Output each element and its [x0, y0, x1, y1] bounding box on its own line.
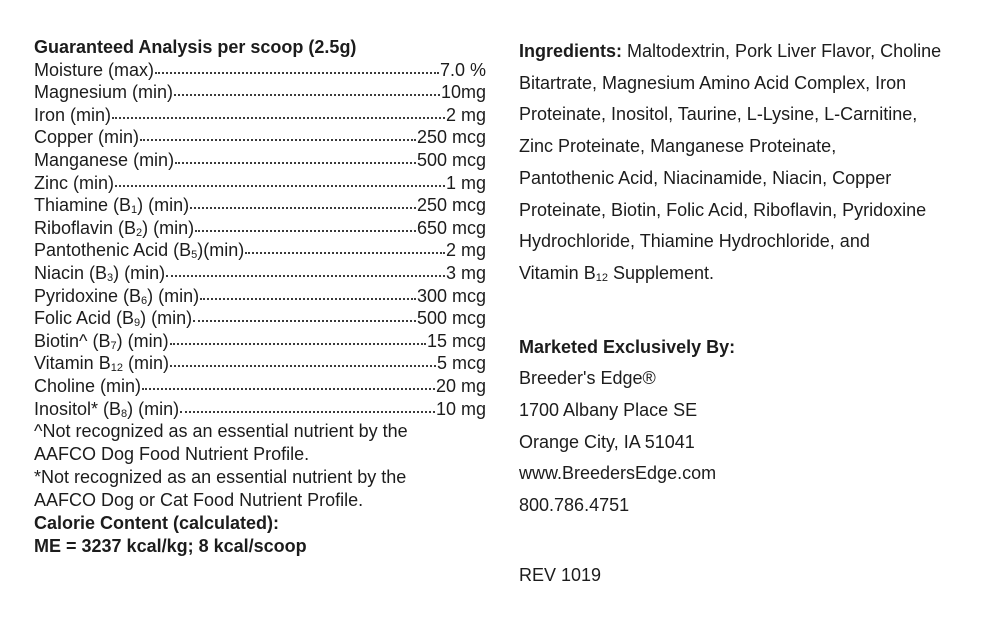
marketer-heading: Marketed Exclusively By:: [519, 336, 736, 357]
nutrient-value: 500 mcg: [416, 308, 486, 329]
dot-leader: [140, 125, 416, 141]
nutrient-name: Pyridoxine $(B_6)$ (min): [34, 285, 200, 307]
nutrient-value: 7.0 %: [439, 59, 486, 80]
dot-leader: [190, 193, 416, 209]
nutrient-value: 10 mg: [435, 398, 486, 419]
ingredients-line: Pantothenic Acid, Niacinamide, Niacin, Copper: [519, 167, 892, 188]
nutrient-name: Iron (min): [34, 104, 112, 125]
dot-leader: [166, 261, 445, 277]
nutrient-value: 10mg: [440, 82, 486, 103]
nutrient-name: Choline (min): [34, 375, 142, 396]
nutrient-name: Moisture (max): [34, 59, 155, 80]
calorie-value: ME = 3237 kcal/kg; 8 kcal/scoop: [34, 536, 307, 557]
marketer-address-line2: Orange City, IA 51041: [519, 431, 695, 452]
ingredients-line: Vitamin $B_{12}$ Supplement.: [519, 262, 715, 284]
nutrient-value: 2 mg: [445, 104, 486, 125]
ingredients-line: Proteinate, Biotin, Folic Acid, Riboflavin, Pyridoxine: [519, 199, 927, 220]
footnote-asterisk: [34, 466, 486, 512]
marketer-phone: 800.786.4751: [519, 495, 630, 516]
analysis-row: [34, 398, 486, 421]
nutrient-value: 15 mcg: [426, 330, 486, 351]
dot-leader: [174, 80, 440, 96]
analysis-row: [34, 375, 486, 398]
nutrient-name: Inositol* $(B_8)$ (min): [34, 398, 180, 420]
analysis-row: [34, 194, 486, 217]
nutrient-name: Copper (min): [34, 127, 140, 148]
analysis-row: [34, 81, 486, 104]
marketer-address-line1: 1700 Albany Place SE: [519, 400, 698, 421]
analysis-row: [34, 285, 486, 308]
dot-leader: [170, 329, 426, 345]
ingredients-label: Ingredients:: [519, 41, 623, 61]
nutrient-name: Riboflavin $(B_2)$ (min): [34, 217, 195, 239]
dot-leader: [175, 148, 416, 164]
footnote-asterisk-line2: AAFCO Dog or Cat Food Nutrient Profile.: [34, 490, 364, 511]
marketer-name: Breeder's Edge®: [519, 368, 656, 389]
footnote-caret-line2: AAFCO Dog Food Nutrient Profile.: [34, 444, 310, 465]
nutrient-name: Zinc (min): [34, 172, 114, 193]
nutrient-value: 500 mcg: [416, 149, 486, 170]
ingredients-line: Maltodextrin, Pork Liver Flavor, Choline: [622, 41, 942, 61]
dot-leader: [180, 397, 435, 413]
nutrient-name: Vitamin $B_{12}$ (min): [34, 353, 169, 375]
nutrient-name: Folic Acid $(B_9)$ (min): [34, 308, 193, 330]
nutrient-name: Pantothenic Acid $(B_5)(\min)$: [34, 240, 245, 262]
footnote-caret-line1: ^Not recognized as an essential nutrient by the: [34, 421, 408, 442]
analysis-row: [34, 59, 486, 82]
analysis-row: [34, 352, 486, 375]
marketer-block: [519, 332, 979, 522]
analysis-row: [34, 172, 486, 195]
ingredients-line: Bitartrate, Magnesium Amino Acid Complex, Iron: [519, 72, 907, 93]
nutrient-value: 250 mcg: [416, 127, 486, 148]
analysis-row: [34, 239, 486, 262]
nutrient-name: Magnesium (min): [34, 82, 174, 103]
dot-leader: [112, 103, 445, 119]
dot-leader: [193, 306, 416, 322]
dot-leader: [195, 216, 416, 232]
ingredients-panel: [519, 36, 979, 592]
analysis-row: [34, 126, 486, 149]
marketer-website: www.BreedersEdge.com: [519, 463, 717, 484]
nutrient-value: 250 mcg: [416, 195, 486, 216]
nutrient-name: Biotin^ $(B_7)$ (min): [34, 330, 169, 352]
analysis-row: [34, 307, 486, 330]
nutrient-value: 3 mg: [445, 262, 486, 283]
analysis-title: Guaranteed Analysis per scoop (2.5g): [34, 37, 357, 57]
ingredients-block: [519, 36, 979, 290]
dot-leader: [142, 374, 435, 390]
nutrient-value: 20 mg: [435, 375, 486, 396]
dot-leader: [245, 238, 445, 254]
ingredients-line: Proteinate, Inositol, Taurine, L-Lysine, L-Carnitine,: [519, 104, 918, 125]
dot-leader: [155, 58, 439, 74]
analysis-table: [34, 59, 486, 421]
nutrient-name: Niacin $(B_3)$ (min): [34, 262, 166, 284]
nutrient-value: 300 mcg: [416, 285, 486, 306]
analysis-row: [34, 262, 486, 285]
revision-code: REV 1019: [519, 564, 602, 585]
nutrient-value: 2 mg: [445, 240, 486, 261]
ingredients-line: Hydrochloride, Thiamine Hydrochloride, and: [519, 231, 870, 252]
analysis-row: [34, 104, 486, 127]
dot-leader: [170, 351, 436, 367]
nutrient-name: Thiamine $(B_1)$ (min): [34, 195, 190, 217]
guaranteed-analysis-panel: [34, 36, 486, 558]
nutrient-value: 1 mg: [445, 172, 486, 193]
footnote-caret: [34, 420, 486, 466]
analysis-row: [34, 149, 486, 172]
ingredients-line: Zinc Proteinate, Manganese Proteinate,: [519, 136, 837, 157]
nutrient-value: 5 mcg: [436, 353, 486, 374]
analysis-row: [34, 330, 486, 353]
dot-leader: [115, 171, 445, 187]
analysis-row: [34, 217, 486, 240]
nutrient-name: Manganese (min): [34, 149, 175, 170]
footnote-asterisk-line1: *Not recognized as an essential nutrient by the: [34, 467, 407, 488]
calorie-heading: Calorie Content (calculated):: [34, 513, 280, 534]
dot-leader: [200, 284, 416, 300]
nutrient-value: 650 mcg: [416, 217, 486, 238]
